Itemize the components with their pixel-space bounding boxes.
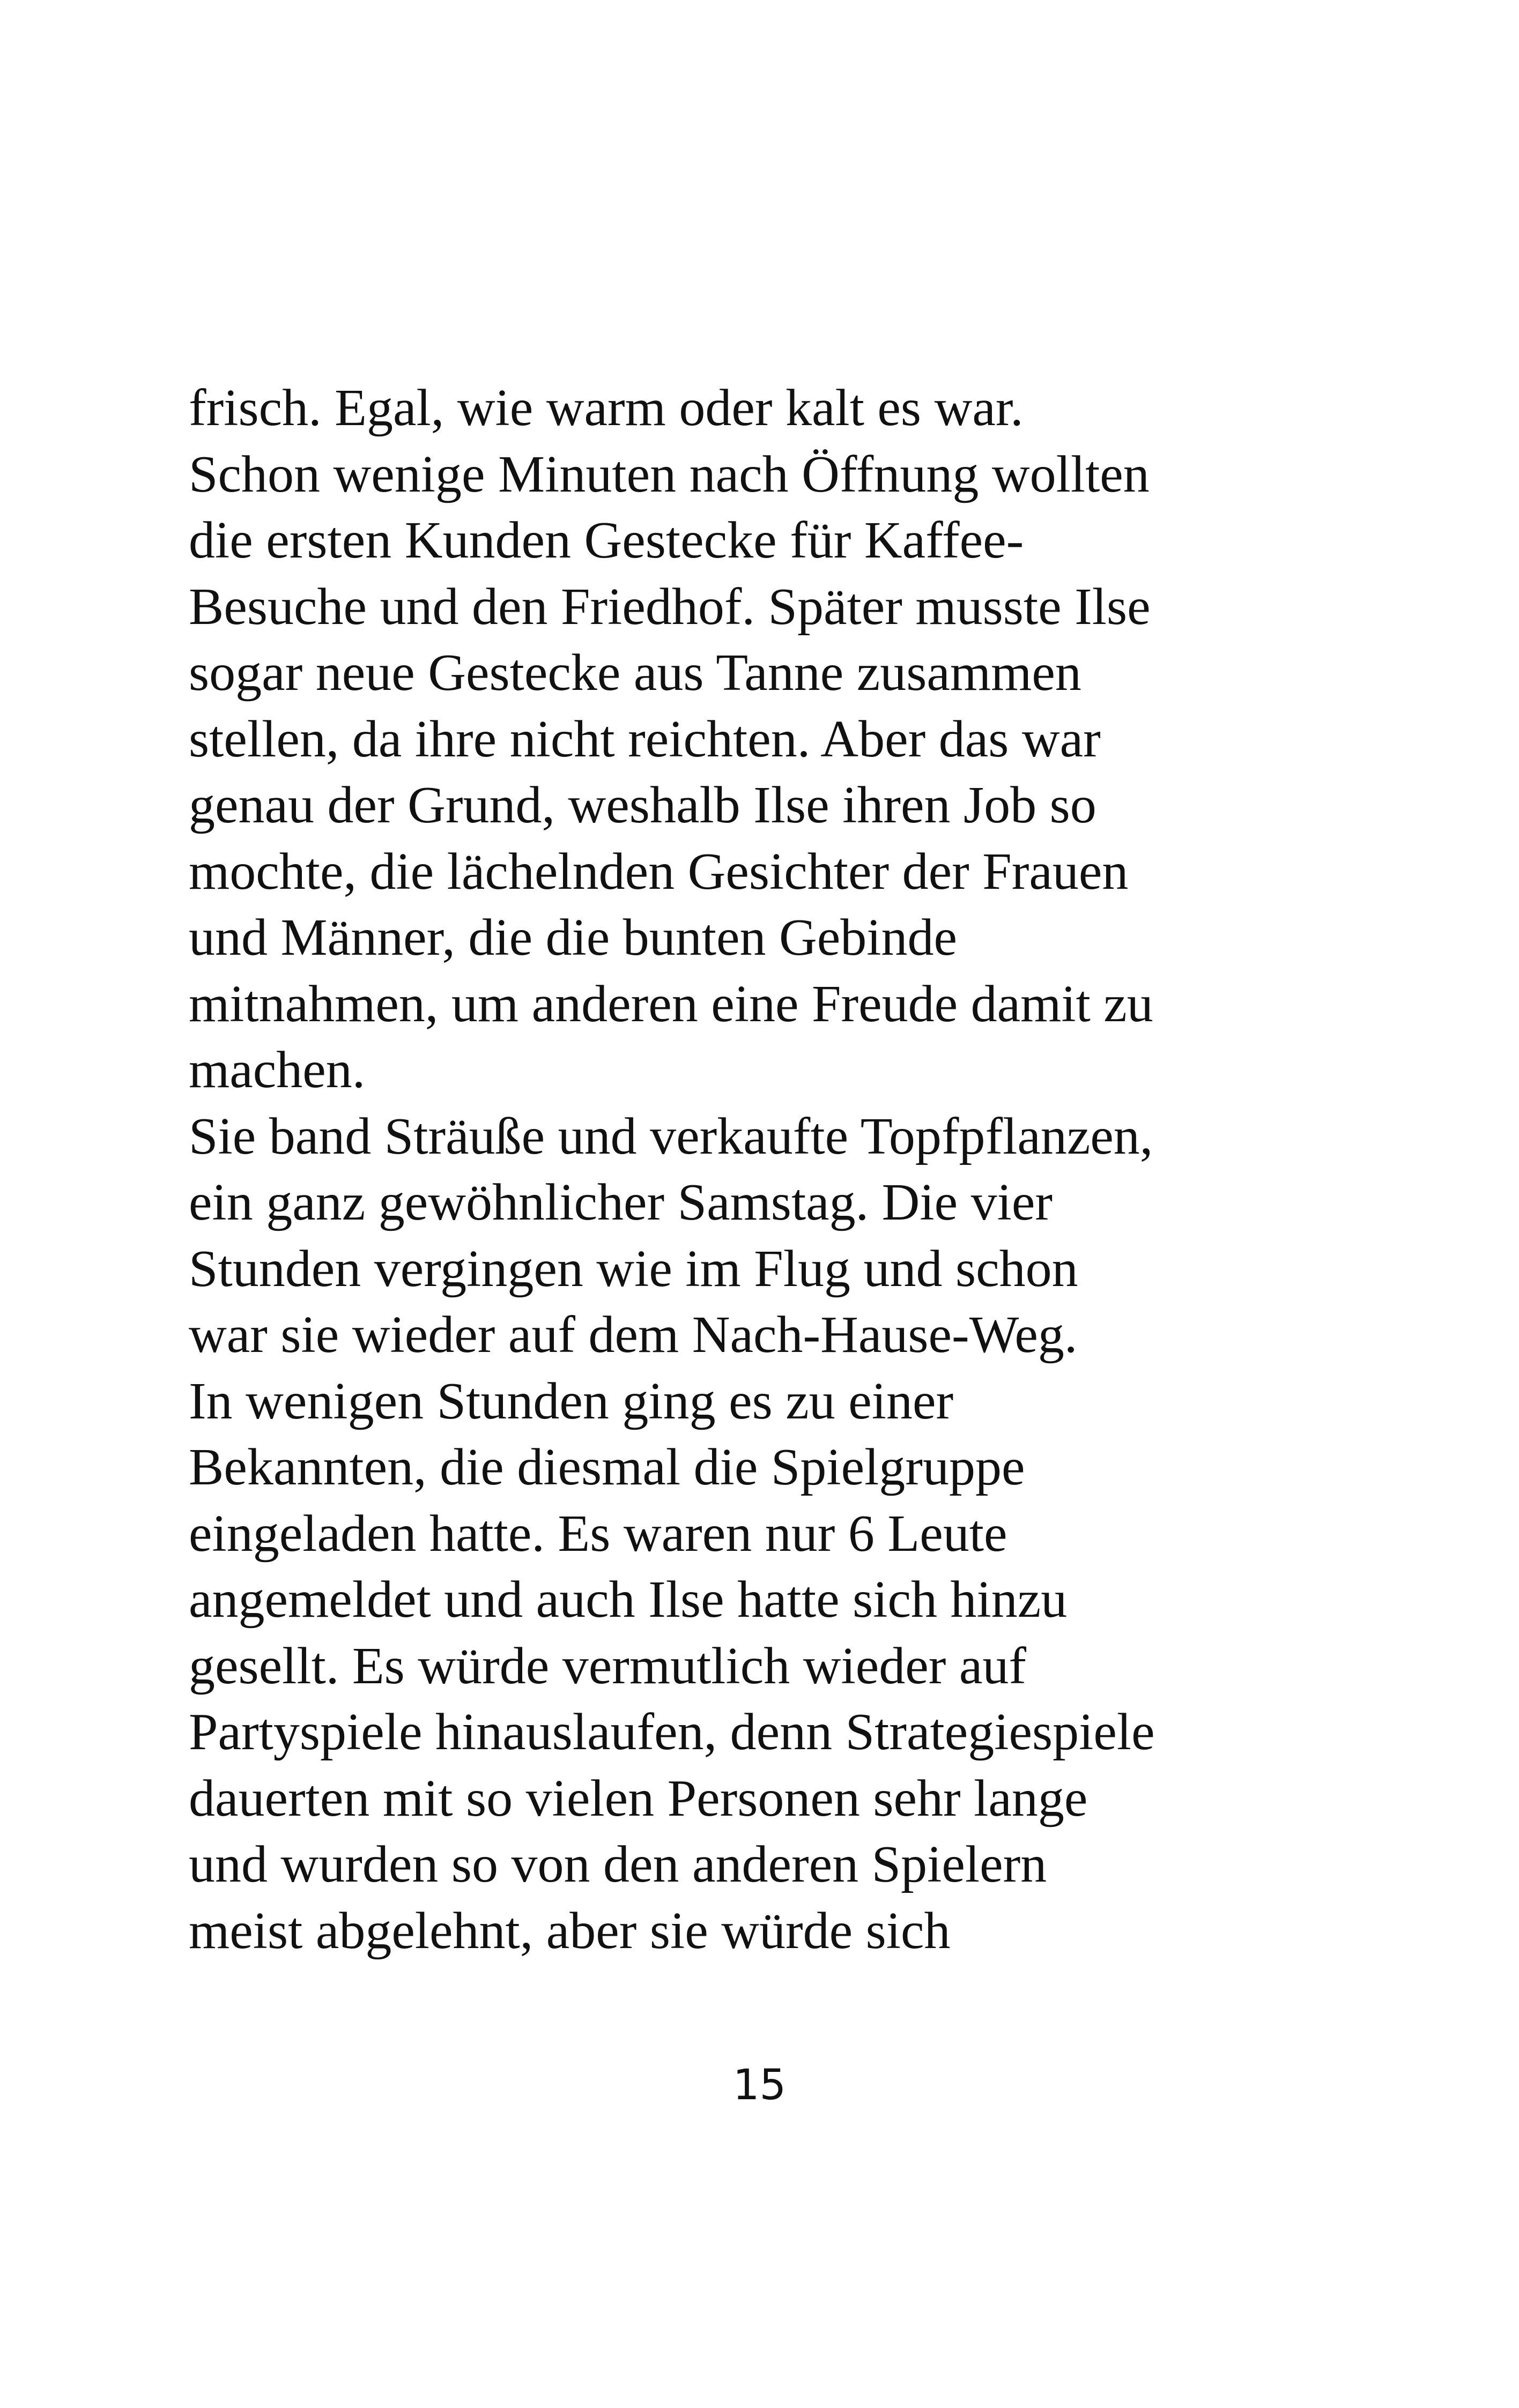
text-line: Besuche und den Friedhof. Später musste Ilse	[189, 577, 1151, 636]
text-line: stellen, da ihre nicht reichten. Aber das war	[189, 710, 1101, 768]
text-line: angemeldet und auch Ilse hatte sich hinzu	[189, 1571, 1068, 1629]
page-number: 15	[732, 2061, 787, 2109]
text-line: und Männer, die die bunten Gebinde	[189, 909, 958, 967]
text-line: die ersten Kunden Gestecke für Kaffee-	[189, 511, 1024, 569]
text-line: sogar neue Gestecke aus Tanne zusammen	[189, 644, 1081, 702]
text-line: Partyspiele hinauslaufen, denn Strategiespiele	[189, 1703, 1155, 1761]
text-line: frisch. Egal, wie warm oder kalt es war.	[189, 379, 1024, 437]
text-line: dauerten mit so vielen Personen sehr lange	[189, 1769, 1088, 1827]
text-line: eingeladen hatte. Es waren nur 6 Leute	[189, 1504, 1007, 1563]
text-line: genau der Grund, weshalb Ilse ihren Job so	[189, 776, 1096, 834]
text-line: machen.	[189, 1041, 366, 1099]
text-line: mitnahmen, um anderen eine Freude damit zu	[189, 975, 1153, 1033]
text-line: Schon wenige Minuten nach Öffnung wollten	[189, 445, 1150, 503]
text-line: Bekannten, die diesmal die Spielgruppe	[189, 1438, 1025, 1496]
text-line: Sie band Sträuße und verkaufte Topfpflanzen,	[189, 1107, 1153, 1165]
text-line: war sie wieder auf dem Nach-Hause-Weg.	[189, 1306, 1078, 1364]
text-line: mochte, die lächelnden Gesichter der Frauen	[189, 842, 1129, 901]
text-line: In wenigen Stunden ging es zu einer	[189, 1372, 954, 1430]
body-text	[189, 375, 1422, 1964]
text-line: meist abgelehnt, aber sie würde sich	[189, 1901, 951, 1960]
text-line: ein ganz gewöhnlicher Samstag. Die vier	[189, 1173, 1053, 1231]
text-line: und wurden so von den anderen Spielern	[189, 1835, 1047, 1893]
text-line: Stunden vergingen wie im Flug und schon	[189, 1239, 1078, 1298]
text-line: gesellt. Es würde vermutlich wieder auf	[189, 1637, 1027, 1695]
